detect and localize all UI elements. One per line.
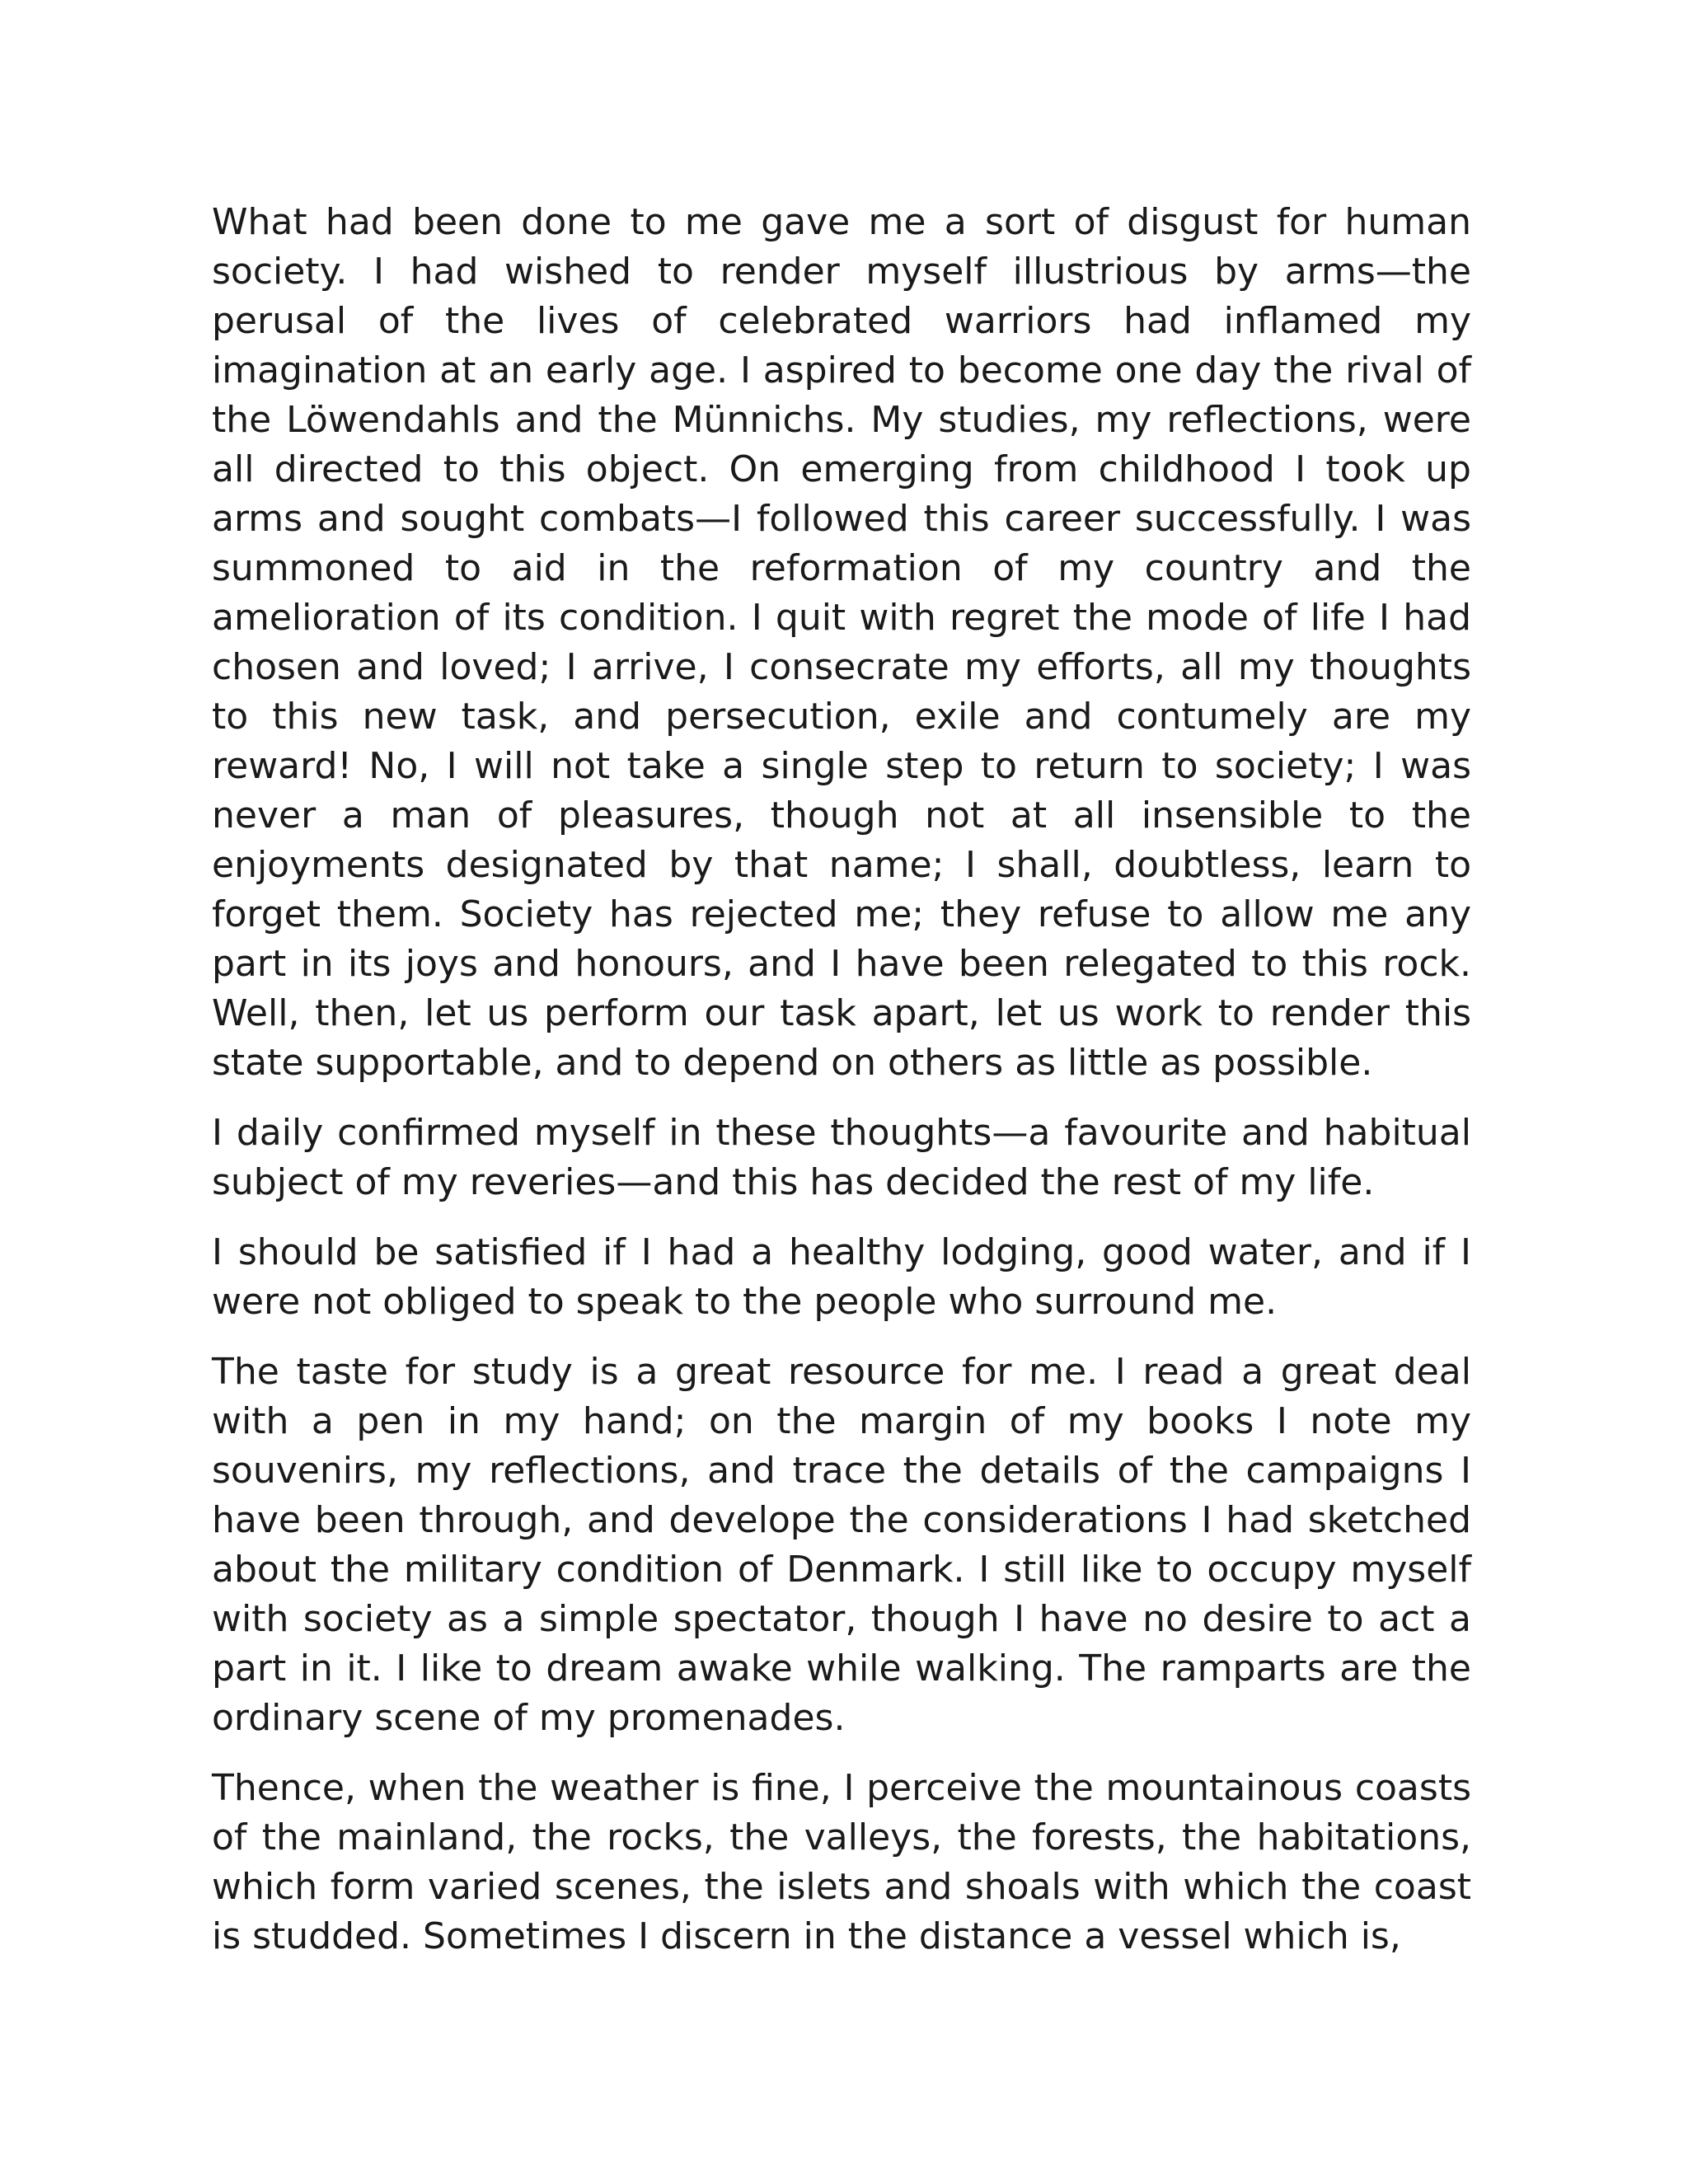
paragraph: I daily confirmed myself in these thoughts—a favourite and habitual subject of my reveries—and this has decided the rest of my life.: [212, 1112, 1471, 1203]
paragraph: The taste for study is a great resource for me. I read a great deal with a pen in my hand; on the margin of my books I note my souvenirs, my reflections, and trace the details of the campaigns I have been through, and develope the considerations I had sketched about the military condition of Denmark. I still like to occupy myself with society as a simple spectator, though I have no desire to act a part in it. I like to dream awake while walking. The ramparts are the ordinary scene of my promenades.: [212, 1351, 1471, 1739]
paragraph: I should be satisfied if I had a healthy lodging, good water, and if I were not obliged to speak to the people who surround me.: [212, 1231, 1471, 1323]
paragraph: What had been done to me gave me a sort of disgust for human society. I had wished to render myself illustrious by arms—the perusal of the lives of celebrated warriors had inflamed my imagination at an early age. I aspired to become one day the rival of the Löwendahls and the Münnichs. My studies, my reflections, were all directed to this object. On emerging from childhood I took up arms and sought combats—I followed this career successfully. I was summoned to aid in the reformation of my country and the amelioration of its condition. I quit with regret the mode of life I had chosen and loved; I arrive, I consecrate my efforts, all my thoughts to this new task, and persecution, exile and contumely are my reward! No, I will not take a single step to return to society; I was never a man of pleasures, though not at all insensible to the enjoyments designated by that name; I shall, doubtless, learn to forget them. Society has rejected me; they refuse to allow me any part in its joys and honours, and I have been relegated to this rock. Well, then, let us perform our task apart, let us work to render this state supportable, and to depend on others as little as possible.: [212, 201, 1471, 1084]
paragraph: Thence, when the weather is fine, I perceive the mountainous coasts of the mainland, the rocks, the valleys, the forests, the habitations, which form varied scenes, the islets and shoals with which the coast is studded. Sometimes I discern in the distance a vessel which is,: [212, 1767, 1471, 1957]
body-text: [212, 198, 1471, 1961]
